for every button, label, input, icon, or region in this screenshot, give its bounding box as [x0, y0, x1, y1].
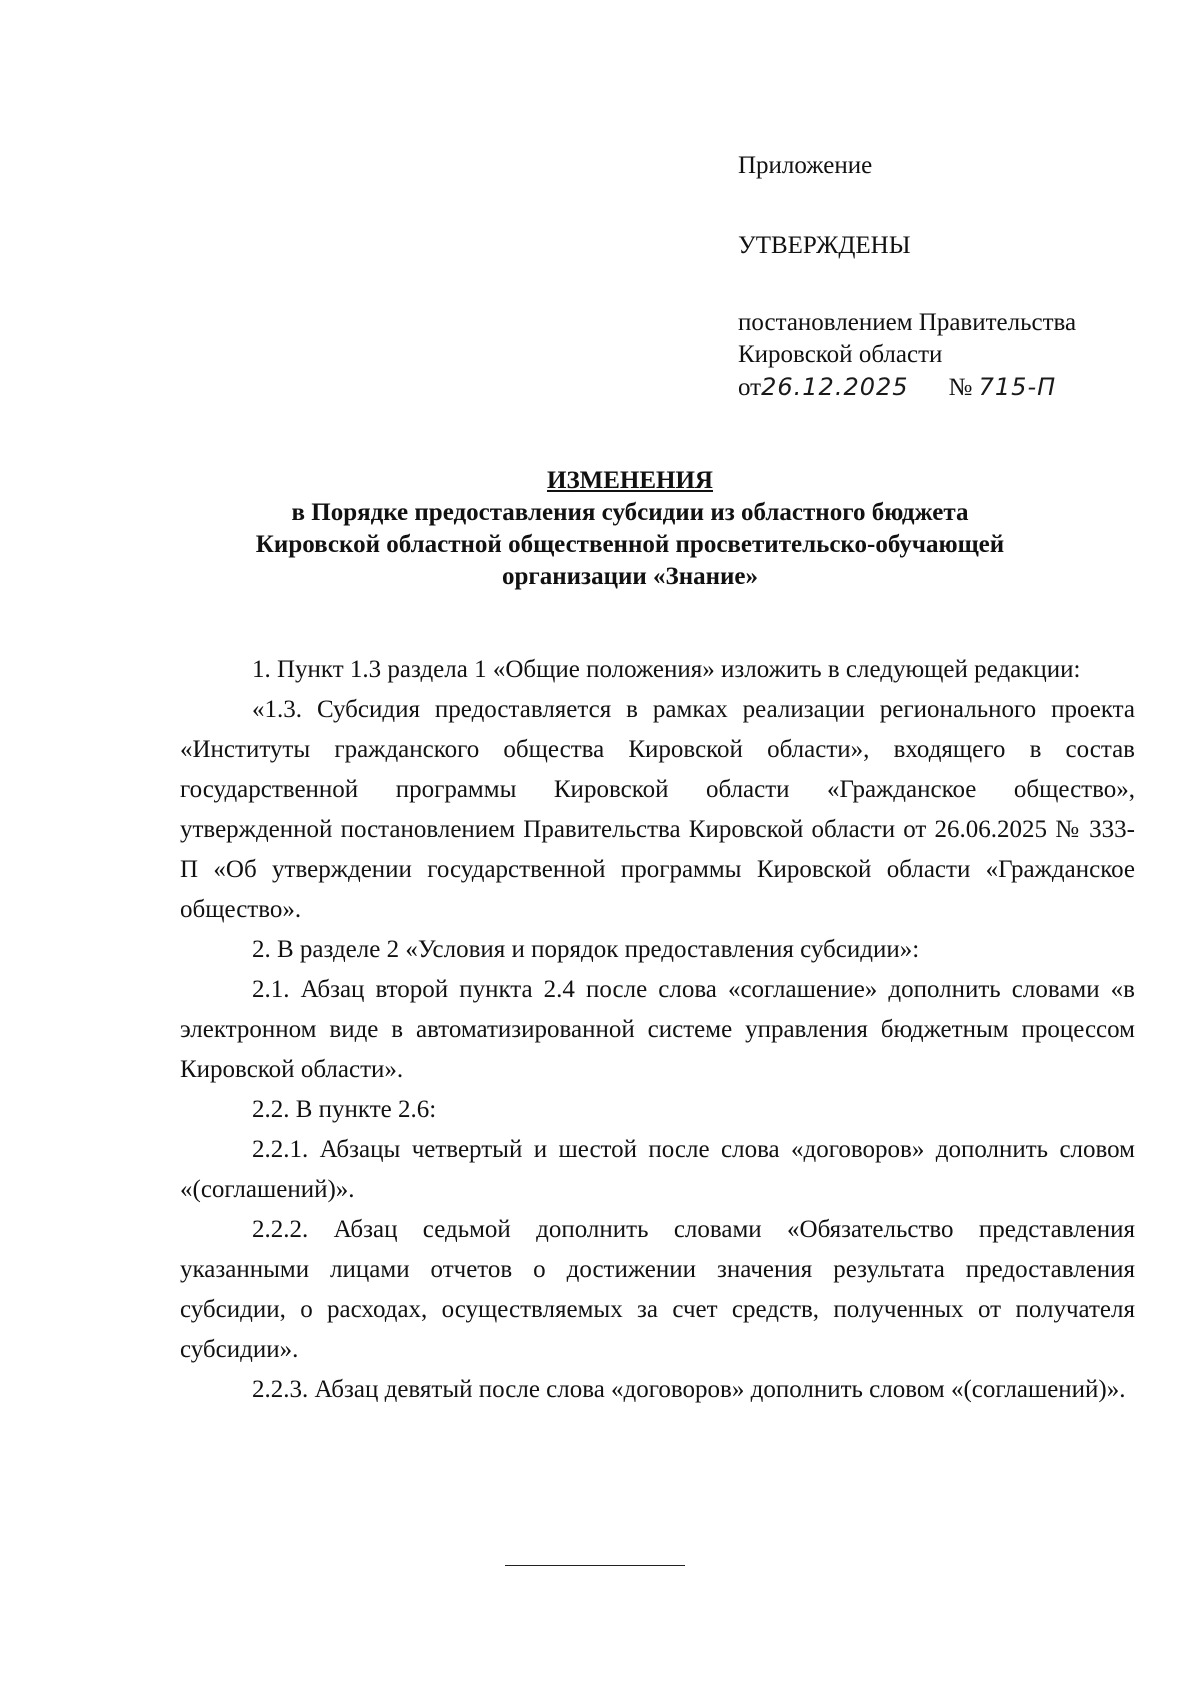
approved-by-line-2: Кировской области [738, 341, 943, 368]
approved-label: УТВЕРЖДЕНЫ [738, 232, 911, 259]
title-line-2: Кировской областной общественной просветительско-обучающей [255, 531, 1005, 558]
date-prefix: от [738, 374, 762, 401]
approved-by-line-1: постановлением Правительства [738, 309, 1077, 336]
paragraph-2-2-2: 2.2.2. Абзац седьмой дополнить словами «Обязательство представления указанными лицами отчетов о достижении значения результата предоставления субсидии, о расходах, осуществляемых за счет средств, полученных от получателя субсидии». [180, 1216, 1135, 1363]
paragraph-2-2-3: 2.2.3. Абзац девятый после слова «договоров» дополнить словом «(соглашений)». [252, 1376, 1126, 1403]
closing-rule [505, 1565, 685, 1566]
title-heading: ИЗМЕНЕНИЯ [547, 467, 713, 494]
appendix-label: Приложение [738, 152, 873, 179]
document-body [180, 650, 1135, 1410]
paragraph-1-3: «1.3. Субсидия предоставляется в рамках реализации регионального проекта «Институты гражданского общества Кировской области», входящего в состав государственной программы Кировской области «Гражданское общество», утвержденной постановлением Правительства Кировской области от 26.06.2025 № 333-П «Об утверждении государственной программы Кировской области «Гражданское общество». [180, 696, 1135, 923]
paragraph-2-2-1: 2.2.1. Абзацы четвертый и шестой после слова «договоров» дополнить словом «(соглашений)». [180, 1136, 1135, 1203]
handwritten-number: 715-П [978, 373, 1057, 401]
handwritten-date: 26.12.2025 [761, 373, 909, 401]
number-sign: № [948, 374, 973, 401]
resolution-date-number [738, 371, 1158, 404]
title-line-3: организации «Знание» [501, 563, 759, 590]
paragraph-2-2: 2.2. В пункте 2.6: [252, 1096, 437, 1123]
paragraph-1: 1. Пункт 1.3 раздела 1 «Общие положения» изложить в следующей редакции: [252, 656, 1081, 683]
paragraph-2-1: 2.1. Абзац второй пункта 2.4 после слова «соглашение» дополнить словами «в электронном виде в автоматизированной системе управления бюджетным процессом Кировской области». [180, 976, 1135, 1083]
paragraph-2: 2. В разделе 2 «Условия и порядок предоставления субсидии»: [252, 936, 920, 963]
approval-block [738, 150, 1158, 404]
document-title [180, 465, 1080, 593]
title-line-1: в Порядке предоставления субсидии из областного бюджета [291, 499, 969, 526]
